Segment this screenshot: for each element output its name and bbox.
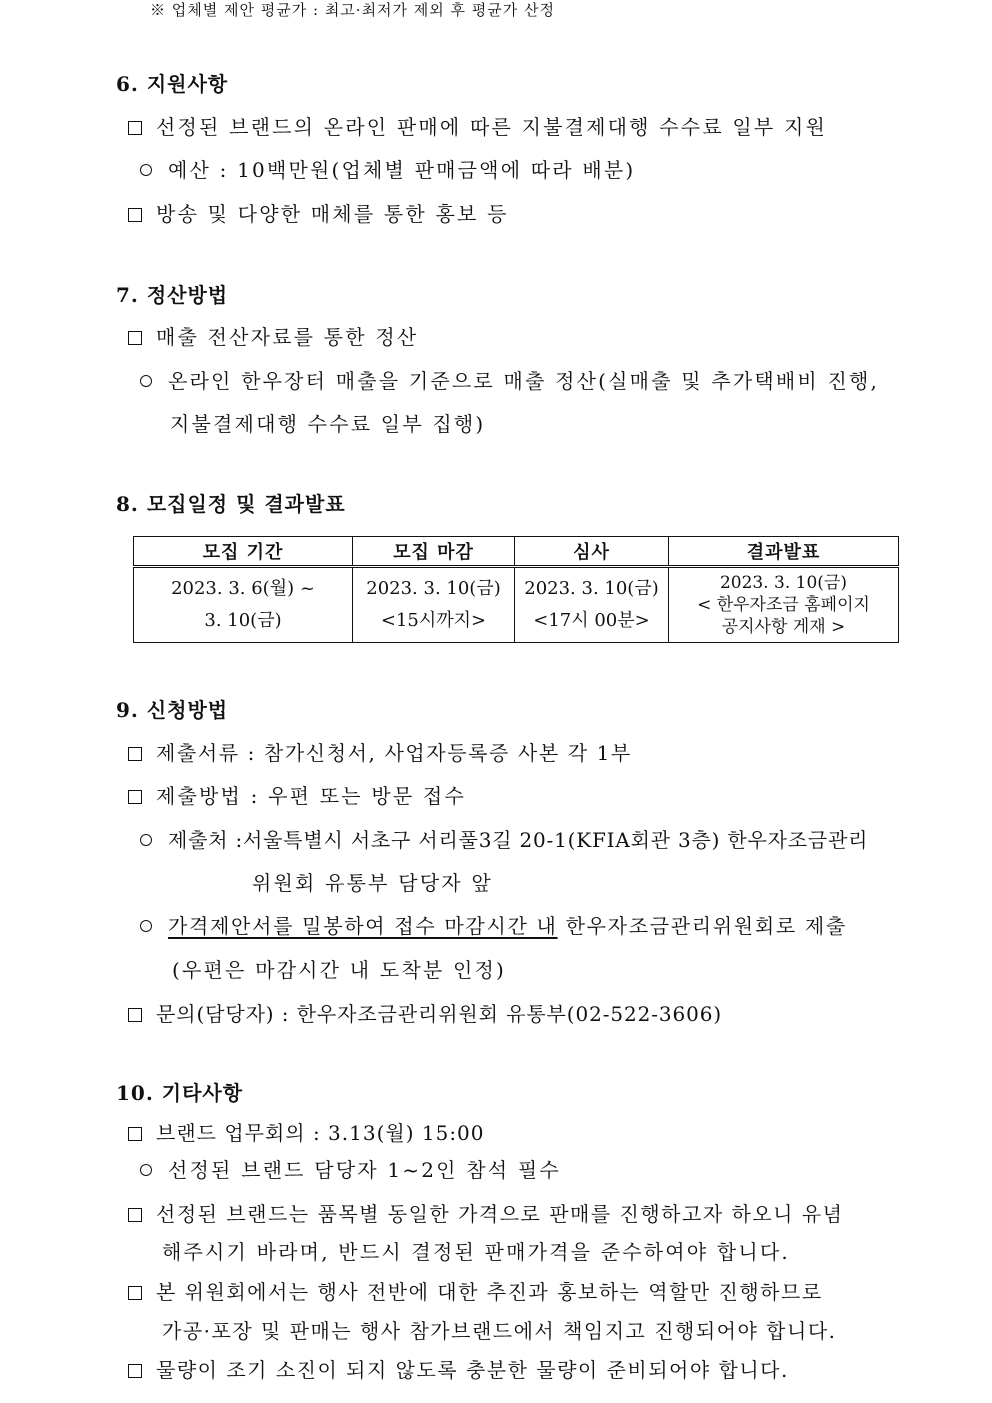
section-10-sub-1-text: 선정된 브랜드 담당자 1~2인 참석 필수 — [168, 1158, 561, 1182]
section-9-item-1 — [128, 740, 632, 766]
section-9-sub-1-line-1: 제출처 :서울특별시 서초구 서리풀3길 20-1(KFIA회관 3층) 한우자조금관리 — [168, 828, 869, 852]
table-header-recruit-deadline: 모집 마감 — [353, 537, 515, 567]
section-6-item-1 — [128, 114, 827, 140]
circle-bullet-icon — [140, 834, 152, 846]
cell-line: < 한우자조금 홈페이지 — [697, 595, 870, 615]
schedule-table — [133, 536, 899, 643]
section-9-sub-1 — [140, 827, 868, 853]
checkbox-bullet-icon — [128, 1364, 142, 1378]
circle-bullet-icon — [140, 164, 152, 176]
circle-bullet-icon — [140, 1164, 152, 1176]
section-8-title: 8. 모집일정 및 결과발표 — [116, 492, 346, 516]
table-cell-review — [515, 567, 669, 643]
section-10-sub-1 — [140, 1157, 561, 1183]
cell-line: 공지사항 게재 > — [721, 617, 846, 637]
section-6-sub-1-text: 예산 : 10백만원(업체별 판매금액에 따라 배분) — [168, 158, 636, 182]
section-6-item-2-text: 방송 및 다양한 매체를 통한 홍보 등 — [156, 202, 509, 226]
section-9-sub-2-rest: 한우자조금관리위원회로 제출 — [557, 914, 847, 938]
section-7-item-1-text: 매출 전산자료를 통한 정산 — [156, 325, 419, 349]
table-row — [134, 567, 899, 643]
section-10-item-3-line-1: 본 위원회에서는 행사 전반에 대한 추진과 홍보하는 역할만 진행하므로 — [156, 1280, 823, 1304]
section-9-item-3-text: 문의(담당자) : 한우자조금관리위원회 유통부(02-522-3606) — [156, 1002, 723, 1026]
section-10-item-2-line-2: 해주시기 바라며, 반드시 결정된 판매가격을 준수하여야 합니다. — [162, 1240, 790, 1264]
cell-line: <17시 00분> — [533, 610, 650, 631]
cell-line: 2023. 3. 10(금) — [719, 573, 847, 593]
table-cell-recruit-period — [134, 567, 353, 643]
table-cell-recruit-deadline — [353, 567, 515, 643]
checkbox-bullet-icon — [128, 790, 142, 804]
checkbox-bullet-icon — [128, 1208, 142, 1222]
checkbox-bullet-icon — [128, 1286, 142, 1300]
section-9-item-2 — [128, 783, 466, 809]
checkbox-bullet-icon — [128, 208, 142, 222]
checkbox-bullet-icon — [128, 1127, 142, 1141]
section-9-item-3 — [128, 1001, 722, 1027]
section-6-item-1-text: 선정된 브랜드의 온라인 판매에 따른 지불결제대행 수수료 일부 지원 — [156, 115, 828, 139]
cell-line: 3. 10(금) — [204, 610, 282, 631]
section-10-item-1 — [128, 1120, 485, 1146]
section-9-sub-2 — [140, 913, 847, 939]
section-9-sub-2-line-2: (우편은 마감시간 내 도착분 인정) — [172, 958, 506, 982]
section-10-title: 10. 기타사항 — [116, 1081, 244, 1105]
section-10-item-4 — [128, 1357, 789, 1383]
schedule-table-header-row — [134, 537, 899, 567]
section-10-item-2-line-1: 선정된 브랜드는 품목별 동일한 가격으로 판매를 진행하고자 하오니 유념 — [156, 1202, 844, 1226]
section-10-item-3 — [128, 1279, 823, 1305]
table-cell-result-announce — [669, 567, 899, 643]
circle-bullet-icon — [140, 375, 152, 387]
table-header-review: 심사 — [515, 537, 669, 567]
cell-line: <15시까지> — [380, 610, 487, 631]
circle-bullet-icon — [140, 920, 152, 932]
section-7-title: 7. 정산방법 — [116, 283, 229, 307]
section-7-item-1 — [128, 324, 418, 350]
cell-line: 2023. 3. 10(금) — [366, 578, 501, 599]
cell-line: 2023. 3. 6(월) ~ — [171, 578, 315, 599]
section-10-item-1-text: 브랜드 업무회의 : 3.13(월) 15:00 — [156, 1121, 485, 1145]
section-6-item-2 — [128, 201, 509, 227]
section-9-item-2-text: 제출방법 : 우편 또는 방문 접수 — [156, 784, 466, 808]
section-6-sub-1 — [140, 157, 635, 183]
table-header-recruit-period: 모집 기간 — [134, 537, 353, 567]
section-9-title: 9. 신청방법 — [116, 698, 229, 722]
evaluation-note: ※ 업체별 제안 평균가 : 최고·최저가 제외 후 평균가 산정 — [150, 1, 556, 19]
section-9-sub-1-line-2: 위원회 유통부 담당자 앞 — [252, 871, 493, 895]
checkbox-bullet-icon — [128, 121, 142, 135]
table-header-result-announce: 결과발표 — [669, 537, 899, 567]
section-7-sub-1-line-2: 지불결제대행 수수료 일부 집행) — [170, 412, 486, 436]
section-7-sub-1-line-1: 온라인 한우장터 매출을 기준으로 매출 정산(실매출 및 추가택배비 진행, — [168, 369, 880, 393]
section-10-item-3-line-2: 가공·포장 및 판매는 행사 참가브랜드에서 책임지고 진행되어야 합니다. — [162, 1319, 837, 1343]
section-9-item-1-text: 제출서류 : 참가신청서, 사업자등록증 사본 각 1부 — [156, 741, 632, 765]
section-6-title: 6. 지원사항 — [116, 72, 229, 96]
checkbox-bullet-icon — [128, 1008, 142, 1022]
section-9-sub-2-underlined: 가격제안서를 밀봉하여 접수 마감시간 내 — [168, 914, 558, 938]
section-10-item-2 — [128, 1201, 843, 1227]
section-10-item-4-text: 물량이 조기 소진이 되지 않도록 충분한 물량이 준비되어야 합니다. — [156, 1358, 789, 1382]
section-7-sub-1 — [140, 368, 879, 394]
cell-line: 2023. 3. 10(금) — [524, 578, 659, 599]
checkbox-bullet-icon — [128, 331, 142, 345]
checkbox-bullet-icon — [128, 747, 142, 761]
